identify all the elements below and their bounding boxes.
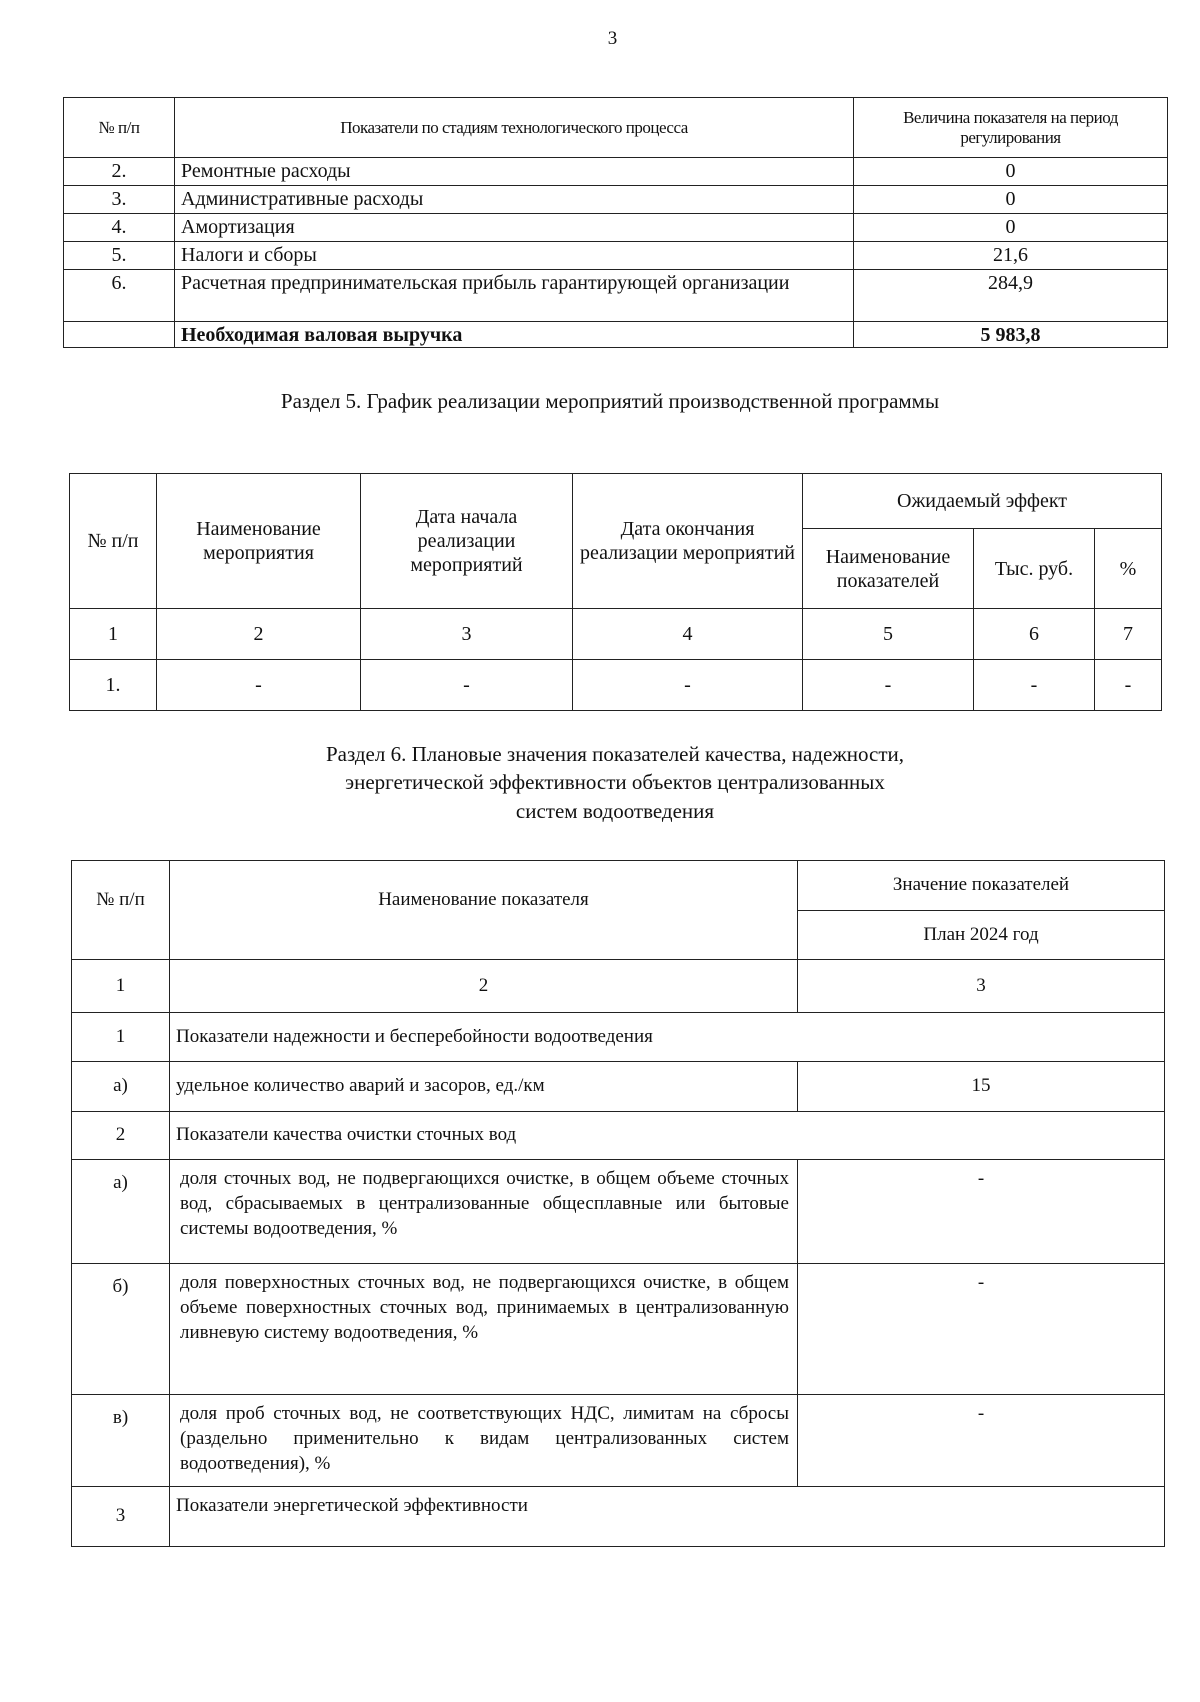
row-name: Административные расходы (175, 186, 854, 214)
item-name: удельное количество аварий и засоров, ед./км (170, 1062, 798, 1112)
index-cell: 1 (72, 960, 170, 1013)
item-num: б) (72, 1264, 170, 1395)
header-indicator: Показатели по стадиям технологического процесса (175, 98, 854, 158)
item-num: в) (72, 1395, 170, 1487)
header-value: Значение показателей (798, 861, 1165, 911)
group-title: Показатели энергетической эффективности (170, 1487, 1165, 1547)
group-num: 1 (72, 1013, 170, 1062)
row-value: 21,6 (854, 242, 1168, 270)
schedule-table (69, 473, 1162, 711)
index-cell: 3 (361, 609, 573, 660)
group-title: Показатели надежности и бесперебойности водоотведения (170, 1013, 1165, 1062)
section6-title: Раздел 6. Плановые значения показателей качества, надежности, энергетической эффективности объектов централизованных систем водоотведения (325, 742, 905, 823)
table-cell: - (157, 660, 361, 711)
header-plan: План 2024 год (798, 911, 1165, 960)
header-start: Дата начала реализации мероприятий (361, 474, 573, 609)
item-value: - (798, 1395, 1165, 1487)
group-num: 3 (72, 1487, 170, 1547)
item-name: доля поверхностных сточных вод, не подвергающихся очистке, в общем объеме поверхностных сточных вод, принимаемых в централизованную ливневую систему водоотведения, % (170, 1264, 798, 1395)
header-value: Величина показателя на период регулирования (854, 98, 1168, 158)
index-cell: 6 (974, 609, 1095, 660)
cost-table (63, 97, 1168, 348)
row-name: Амортизация (175, 214, 854, 242)
table-cell: - (803, 660, 974, 711)
total-num (64, 322, 175, 348)
index-cell: 3 (798, 960, 1165, 1013)
total-label: Необходимая валовая выручка (175, 322, 854, 348)
table-cell: - (573, 660, 803, 711)
table-cell: 1. (70, 660, 157, 711)
header-effect-name: Наименование показателей (803, 529, 974, 609)
header-effect-pct: % (1095, 529, 1162, 609)
index-cell: 5 (803, 609, 974, 660)
item-value: - (798, 1160, 1165, 1264)
row-name: Расчетная предпринимательская прибыль гарантирующей организации (175, 270, 854, 322)
header-effect: Ожидаемый эффект (803, 474, 1162, 529)
row-num: 5. (64, 242, 175, 270)
header-name: Наименование мероприятия (157, 474, 361, 609)
row-num: 4. (64, 214, 175, 242)
item-num: а) (72, 1160, 170, 1264)
group-title: Показатели качества очистки сточных вод (170, 1112, 1165, 1160)
row-value: 284,9 (854, 270, 1168, 322)
row-value: 0 (854, 214, 1168, 242)
header-num: № п/п (72, 861, 170, 960)
group-num: 2 (72, 1112, 170, 1160)
header-end: Дата окончания реализации мероприятий (573, 474, 803, 609)
table-cell: - (974, 660, 1095, 711)
quality-indicators-table (71, 860, 1165, 1547)
item-num: а) (72, 1062, 170, 1112)
header-name: Наименование показателя (170, 861, 798, 960)
item-value: - (798, 1264, 1165, 1395)
header-effect-rub: Тыс. руб. (974, 529, 1095, 609)
row-name: Налоги и сборы (175, 242, 854, 270)
row-value: 0 (854, 186, 1168, 214)
index-cell: 1 (70, 609, 157, 660)
page-number: 3 (607, 28, 618, 49)
total-value: 5 983,8 (854, 322, 1168, 348)
item-name: доля сточных вод, не подвергающихся очистке, в общем объеме сточных вод, сбрасываемых в централизованные общесплавные или бытовые системы водоотведения, % (170, 1160, 798, 1264)
row-value: 0 (854, 158, 1168, 186)
item-value: 15 (798, 1062, 1165, 1112)
row-name: Ремонтные расходы (175, 158, 854, 186)
header-num: № п/п (70, 474, 157, 609)
item-name: доля проб сточных вод, не соответствующих НДС, лимитам на сбросы (раздельно применительно к видам централизованных систем водоотведения), % (170, 1395, 798, 1487)
index-cell: 7 (1095, 609, 1162, 660)
index-cell: 2 (157, 609, 361, 660)
index-cell: 2 (170, 960, 798, 1013)
section5-title: Раздел 5. График реализации мероприятий производственной программы (280, 389, 940, 413)
row-num: 6. (64, 270, 175, 322)
row-num: 3. (64, 186, 175, 214)
table-cell: - (361, 660, 573, 711)
table-cell: - (1095, 660, 1162, 711)
index-cell: 4 (573, 609, 803, 660)
header-num: № п/п (64, 98, 175, 158)
row-num: 2. (64, 158, 175, 186)
